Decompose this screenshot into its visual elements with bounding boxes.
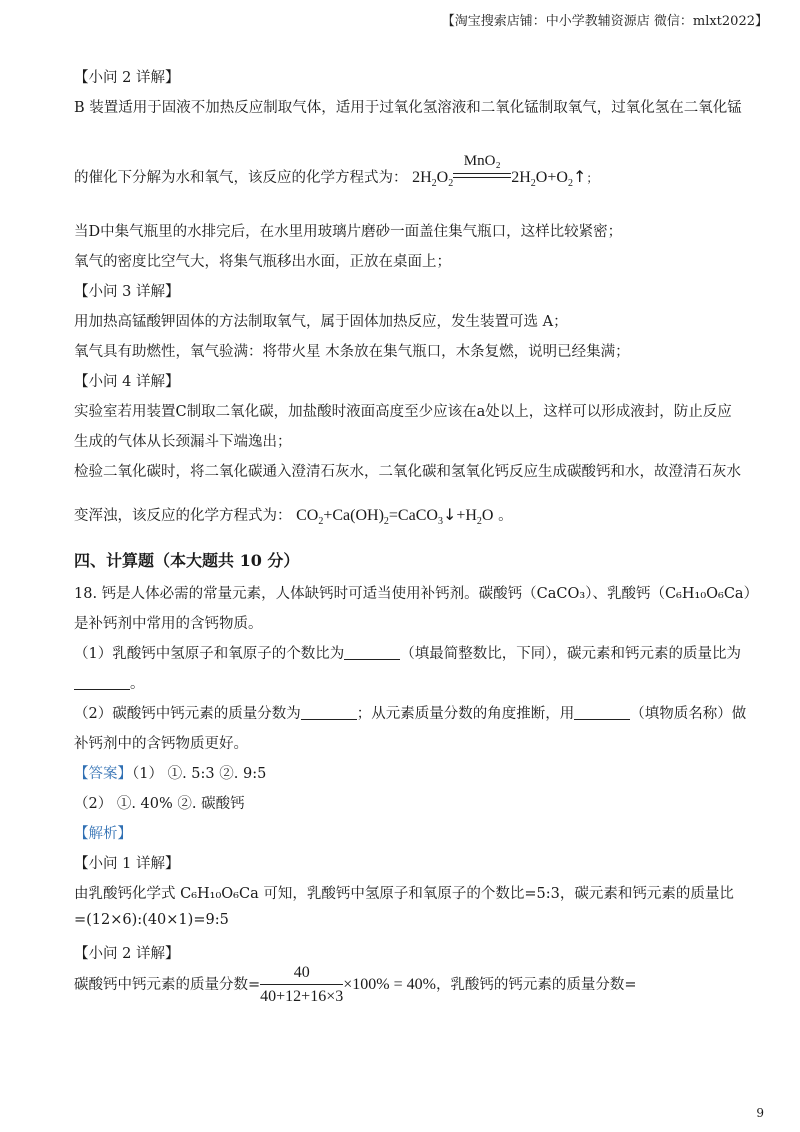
s1-line1: 由乳酸钙化学式 C₆H₁₀O₆Ca 可知，乳酸钙中氢原子和氧原子的个数比=5:3，碳元素和钙元素的质量比 (74, 886, 734, 902)
q2-line2-text: 的催化下分解为水和氧气，该反应的化学方程式为： (74, 170, 408, 186)
q2-line1: B 装置适用于固液不加热反应制取气体，适用于过氧化氢溶液和二氧化锰制取氧气，过氧化氢在二氧化锰 (74, 100, 742, 116)
q2-line3: 当D中集气瓶里的水排完后，在水里用玻璃片磨砂一面盖住集气瓶口，这样比较紧密； (74, 224, 623, 240)
analysis-tag: 【解析】 (74, 826, 132, 842)
q4-tag: 【小问 4 详解】 (74, 374, 180, 390)
q18-line1: 18. 钙是人体必需的常量元素，人体缺钙时可适当使用补钙剂。碳酸钙（CaCO₃）、乳酸钙（C₆H₁₀O₆Ca） (74, 586, 759, 602)
s2-tag: 【小问 2 详解】 (74, 946, 180, 962)
q18-part2-prompt: （2）碳酸钙中钙元素的质量分数为 (74, 706, 301, 722)
q4-line3: 检验二氧化碳时，将二氧化碳通入澄清石灰水，二氧化碳和氢氧化钙反应生成碳酸钙和水，故澄清石灰水 (74, 464, 741, 480)
q18-line2: 是补钙剂中常用的含钙物质。 (74, 616, 263, 632)
section-title: 四、计算题（本大题共 10 分） (74, 551, 300, 570)
q18-part2: （2）碳酸钙中钙元素的质量分数为 ；从元素质量分数的角度推断，用 （填物质名称）做 (74, 706, 747, 722)
s1-tag: 【小问 1 详解】 (74, 856, 180, 872)
q2-line4: 氧气的密度比空气大，将集气瓶移出水面，正放在桌面上； (74, 254, 451, 270)
answer-tag: 【答案】 (74, 766, 132, 782)
q4-line4-text: 变浑浊，该反应的化学方程式为： (74, 508, 292, 524)
q3-line2: 氧气具有助燃性，氧气验满：将带火星 木条放在集气瓶口，木条复燃，说明已经集满； (74, 344, 630, 360)
q18-part1-prompt-cont: （填最简整数比，下同），碳元素和钙元素的质量比为 (400, 646, 741, 662)
s1-line2: =(12×6):(40×1)=9:5 (74, 912, 229, 928)
answer-line1: （1） ①. 5:3 ②. 9:5 (132, 766, 267, 782)
q18-part1-end: 。 (74, 672, 145, 693)
answer-blank (344, 645, 400, 660)
s2-result: ×100% = 40% (343, 976, 436, 993)
q18-part1 (74, 642, 741, 663)
q4-line4: 变浑浊，该反应的化学方程式为： $CO_2+Ca(OH)_2=CaCO_3↓+H_2O$ 。 (74, 505, 513, 528)
s2-prefix: 碳酸钙中钙元素的质量分数= (74, 977, 261, 993)
q2-tag: 【小问 2 详解】 (74, 70, 180, 86)
q4-line1: 实验室若用装置C制取二氧化碳，加盐酸时液面高度至少应该在a处以上，这样可以形成液封，防止反应 (74, 404, 732, 420)
fraction-calcium-carbonate: $\frac{40}{40+12+16\times 3}$ (260, 964, 344, 1005)
s2-line1 (74, 964, 637, 1006)
q18-part2-end: 补钙剂中的含钙物质更好。 (74, 736, 248, 752)
s2-suffix: ，乳酸钙的钙元素的质量分数= (435, 977, 637, 993)
answer-blank (574, 705, 630, 720)
answer-row1 (74, 762, 266, 783)
page-number: 9 (756, 1106, 764, 1120)
q3-tag: 【小问 3 详解】 (74, 284, 180, 300)
catalyst-label: MnO₂ (453, 173, 511, 182)
q2-line2: 的催化下分解为水和氧气，该反应的化学方程式为： $2H_2O_2$ MnO₂ $2H_2O+O_2↑$； (74, 153, 599, 190)
equation-co2-limewater: $CO_2+Ca(OH)_2=CaCO_3↓+H_2O$ (296, 505, 494, 528)
page-header: 【淘宝搜索店铺：中小学教辅资源店 微信：mlxt2022】 (441, 14, 768, 29)
q3-line1: 用加热高锰酸钾固体的方法制取氧气，属于固体加热反应，发生装置可选 A； (74, 314, 568, 330)
q18-part1-prompt: （1）乳酸钙中氢原子和氧原子的个数比为 (74, 646, 345, 662)
answer-line2: （2） ①. 40% ②. 碳酸钙 (74, 796, 245, 812)
answer-blank (301, 705, 357, 720)
answer-blank (74, 675, 130, 690)
equation-h2o2-decomposition: $2H_2O_2$ MnO₂ $2H_2O+O_2↑$ (412, 153, 587, 190)
q4-line2: 生成的气体从长颈漏斗下端逸出； (74, 434, 292, 450)
